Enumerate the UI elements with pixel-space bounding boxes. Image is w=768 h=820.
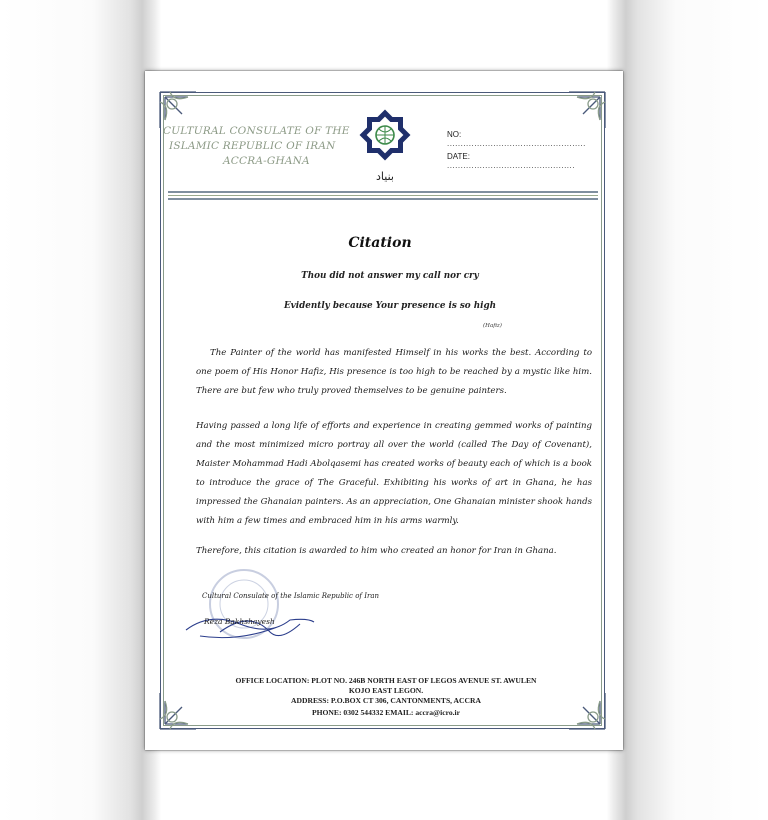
paragraph-2: Having passed a long life of efforts and experience in creating gemmed works of painting and the most minimized micro portray all over the world (called The Day of Covenant), Maister Mohammad Hadi Abolqasemi has created works of beauty each of which is a book to introduce the grace of The Graceful. Exhibiting his works of art in Ghana, he has impressed the Ghanaian painters. As an appreciation, One Ghanaian minister shook hands with him a few times and embraced him in his arms warmly. bbox=[196, 421, 592, 526]
header-separator bbox=[168, 191, 598, 201]
footer-address-block bbox=[196, 676, 576, 706]
org-line-2: ISLAMIC REPUBLIC OF IRAN bbox=[169, 140, 336, 152]
office-location-line-2: KOJO EAST LEGON. bbox=[348, 686, 424, 695]
emblem-logo bbox=[359, 108, 411, 188]
org-line-3: ACCRA-GHANA bbox=[223, 155, 310, 167]
signatory-name: Reza Bakhshayesh bbox=[204, 617, 275, 626]
date-dots: ............................................... bbox=[447, 161, 575, 170]
emblem-script: بنیاد bbox=[376, 170, 394, 183]
date-field bbox=[447, 152, 597, 174]
office-location-line-1: OFFICE LOCATION: PLOT NO. 246B NORTH EAST OF LEGOS AVENUE ST. AWULEN bbox=[235, 676, 537, 685]
organization-name bbox=[163, 124, 363, 169]
contact-line: PHONE: 0302 544332 EMAIL: accra@icro.ir bbox=[311, 708, 460, 717]
postal-address-line: ADDRESS: P.O.BOX CT 306, CANTONMENTS, ACCRA bbox=[291, 696, 481, 705]
reference-fields bbox=[447, 130, 597, 174]
number-field bbox=[447, 130, 597, 152]
verse-line-2: Evidently because Your presence is so high bbox=[283, 301, 497, 311]
citation-title: Citation bbox=[348, 235, 412, 251]
paragraph-3: Therefore, this citation is awarded to him who created an honor for Iran in Ghana. bbox=[196, 546, 557, 556]
corner-ornament-top-right bbox=[567, 90, 607, 130]
handwritten-signature bbox=[180, 602, 320, 652]
verse-attribution: (Hafiz) bbox=[483, 323, 502, 329]
date-label: DATE: bbox=[447, 152, 470, 161]
corner-ornament-bottom-left bbox=[158, 691, 198, 731]
number-dots: ................................................... bbox=[447, 139, 586, 148]
signatory-title: Cultural Consulate of the Islamic Republic of Iran bbox=[202, 592, 380, 600]
verse-line-1: Thou did not answer my call nor cry bbox=[301, 271, 479, 281]
org-line-1: CULTURAL CONSULATE OF THE bbox=[163, 125, 350, 137]
number-label: NO: bbox=[447, 130, 462, 139]
paragraph-1: The Painter of the world has manifested Himself in his works the best. According to one poem of His Honor Hafiz, His presence is too high to be reached by a mystic like him. There are but few who truly proved themselves to be genuine painters. bbox=[196, 348, 592, 396]
